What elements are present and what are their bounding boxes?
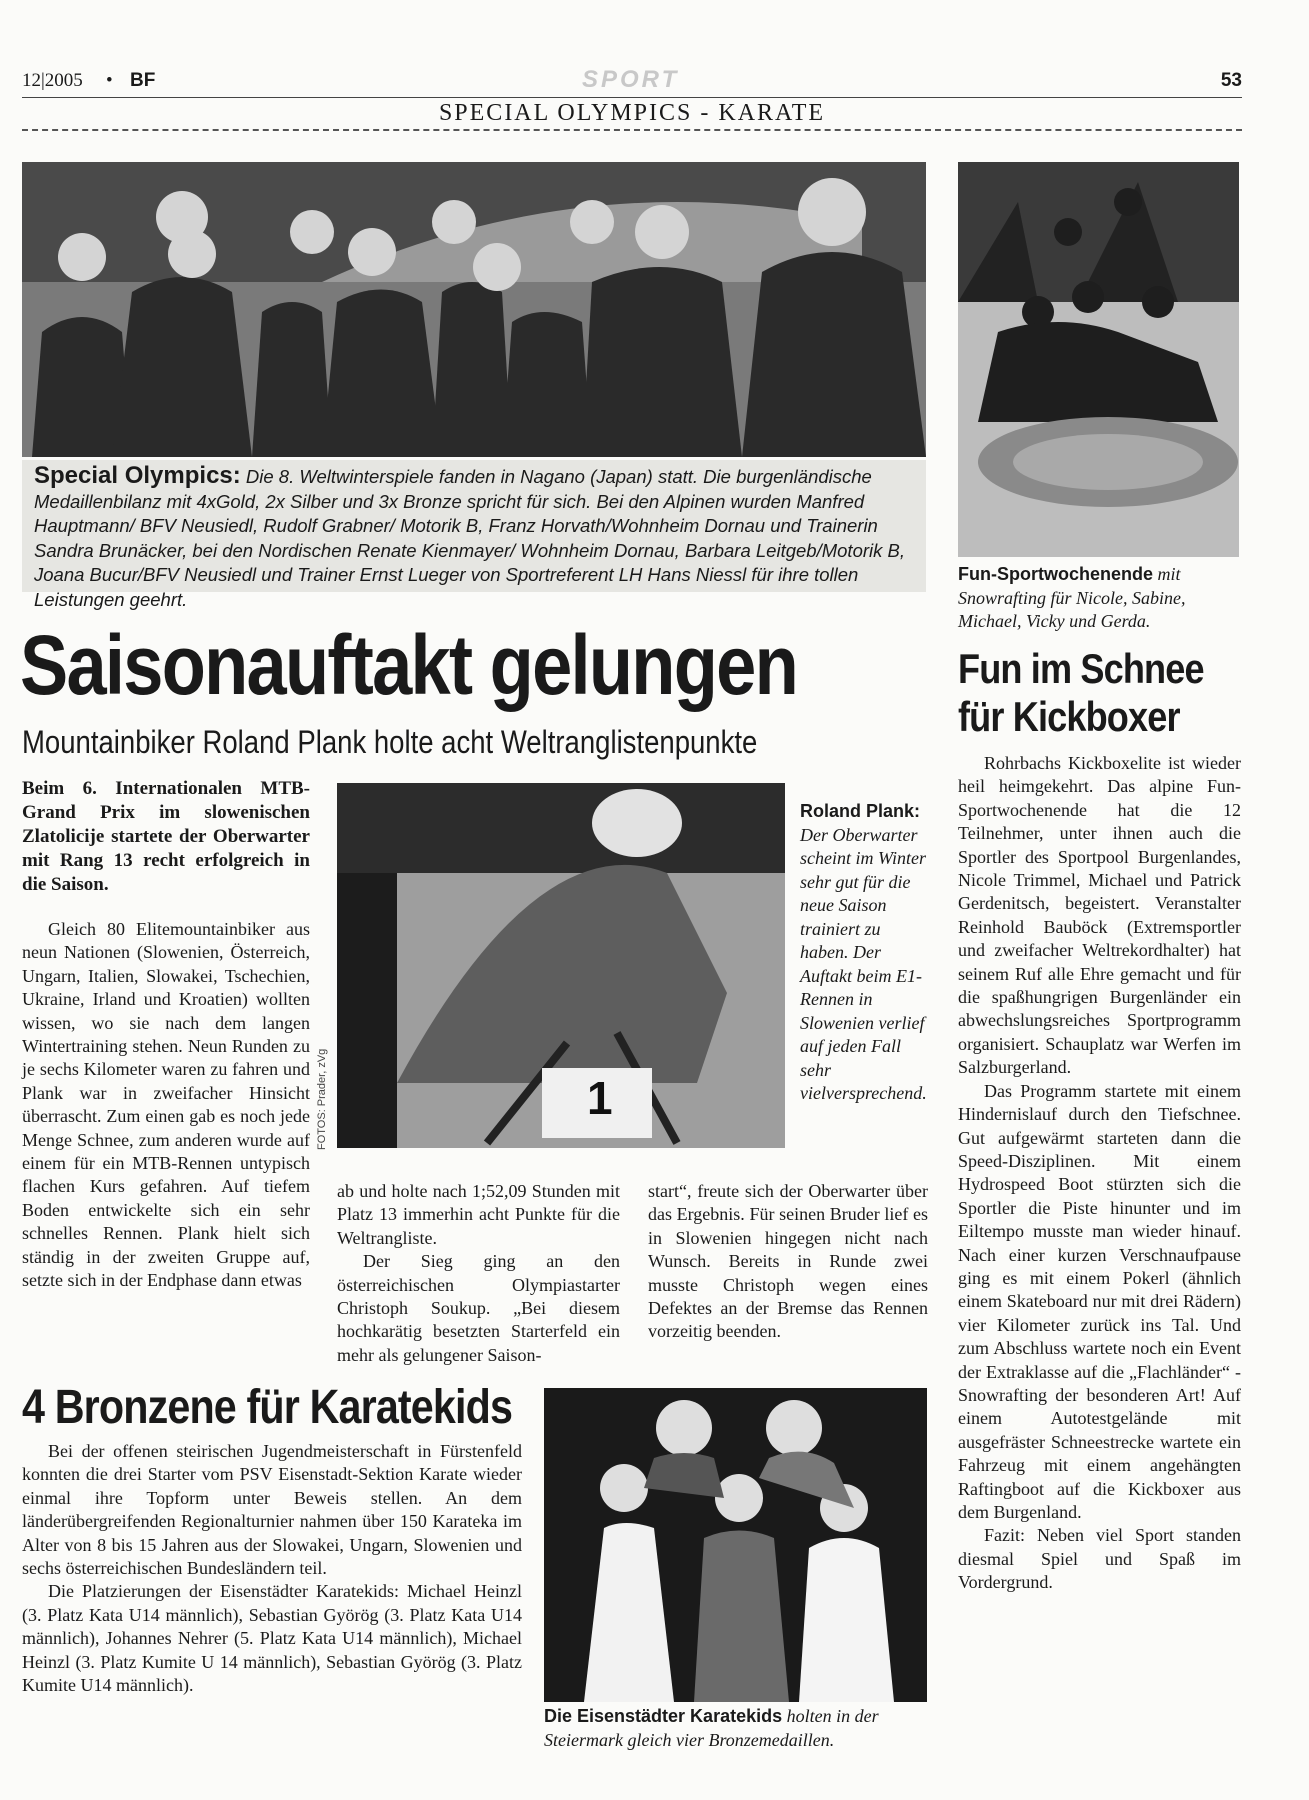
- kickbox-body: [958, 752, 1241, 1595]
- special-olympics-caption: [34, 464, 914, 612]
- kickbox-headline: Fun im Schnee für Kickboxer: [958, 645, 1204, 740]
- issue-date: 12|2005: [22, 70, 83, 91]
- karatekids-caption: [544, 1705, 929, 1752]
- mtb-column-3: [648, 1180, 928, 1344]
- page-number: 53: [1220, 70, 1242, 91]
- special-olympics-caption-box: [22, 460, 926, 610]
- mtb-photo-caption-label: Roland Plank:: [800, 801, 921, 821]
- snowrafting-caption-label: Fun-Sportwochenende: [958, 564, 1153, 584]
- topic-rule: [22, 129, 1242, 131]
- special-olympics-caption-label: Special Olympics:: [34, 462, 241, 489]
- mtb-col2-para-2: Der Sieg ging an den österreichischen Olympiastarter Christoph Soukup. „Bei diesem hochkarätig besetzten Starterfeld ein mehr als gelungener Saison-: [337, 1251, 620, 1365]
- mtb-column-1: [22, 918, 310, 1293]
- mtb-photo-caption: [800, 800, 930, 1106]
- special-olympics-caption-text: Die 8. Weltwinterspiele fanden in Nagano (Japan) statt. Die burgenländische Medaillenbilanz mit 4xGold, 2x Silber und 3x Bronze spricht für sich. Bei den Alpinen wurden Manfred Hauptmann/ BFV Neusiedl, Rudolf Grabner/ Motorik B, Franz Horvath/Wohnheim Dornau und Trainerin Sandra Brunäcker, bei den Nordischen Renate Kienmayer/ Wohnheim Dornau, Barbara Leitgeb/Motorik B, Joana Bucur/BFV Neusiedl und Trainer Ernst Lueger von Sportreferent LH Hans Niessl für ihre tollen Leistungen geehrt.: [34, 466, 905, 610]
- karatekids-photo: [544, 1388, 927, 1702]
- snowrafting-caption: [958, 563, 1241, 634]
- karatekids-caption-text: holten in der Steiermark gleich vier Bronzemedaillen.: [544, 1706, 879, 1750]
- mtb-col3-text: start“, freute sich der Oberwarter über das Ergebnis. Für seinen Bruder lief es in Slowenien hingegen nicht nach Wunsch. Bereits in Runde zwei musste Christoph wegen eines Defektes an der Bremse das Rennen vorzeitig beenden.: [648, 1181, 928, 1342]
- photo-credit: FOTOS: Prader, zVg: [316, 1048, 328, 1150]
- snowrafting-photo: [958, 162, 1239, 557]
- mtb-col2-para-1: ab und holte nach 1;52,09 Stunden mit Platz 13 immerhin acht Punkte für die Weltrangliste.: [337, 1181, 620, 1248]
- mtb-rider-photo: [337, 783, 785, 1148]
- mtb-lead: Beim 6. Internationalen MTB-Grand Prix im slowenischen Zlatolicije startete der Oberwarter mit Rang 13 recht erfolgreich in die Saison.: [22, 778, 310, 895]
- section-label: SPORT: [582, 66, 680, 93]
- header-rule: [22, 97, 1242, 98]
- magazine-name: BF: [130, 70, 156, 91]
- karate-headline: 4 Bronzene für Karatekids: [22, 1381, 513, 1434]
- snowrafting-caption-text: mit Snowrafting für Nicole, Sabine, Michael, Vicky und Gerda.: [958, 564, 1186, 631]
- mtb-subheadline: Mountainbiker Roland Plank holte acht Weltranglistenpunkte: [22, 724, 758, 760]
- topic-title: SPECIAL OLYMPICS - KARATE: [438, 100, 826, 126]
- mtb-photo-caption-text: Der Oberwarter scheint im Winter sehr gut für die neue Saison trainiert zu haben. Der Auftakt beim E1-Rennen in Slowenien verlief auf jeden Fall sehr vielversprechend.: [800, 824, 927, 1103]
- special-olympics-group-photo: [22, 162, 926, 457]
- mtb-column-2: [337, 1180, 620, 1367]
- kickbox-para-3: Fazit: Neben viel Sport standen diesmal Spiel und Spaß im Vordergrund.: [958, 1525, 1241, 1593]
- mtb-headline: Saisonauftakt gelungen: [20, 618, 797, 712]
- karate-para-1: Bei der offenen steirischen Jugendmeisterschaft in Fürstenfeld konnten die drei Starter vom PSV Eisenstadt-Sektion Karate wieder einmal ihre Topform unter Beweis stellen. An dem länderübergreifenden Regionalturnier nahmen über 150 Karateka im Alter von 8 bis 15 Jahren aus der Slowakei, Ungarn, Slowenien und sechs österreichischen Bundesländern teil.: [22, 1441, 522, 1579]
- kickbox-para-2: Das Programm startete mit einem Hindernislauf durch den Tiefschnee. Gut aufgewärmt starteten dann die Speed-Disziplinen. Mit einem Hydrospeed Boot stürzten sich die Sportler die Piste hinunter und im Eiltempo musste man wieder hinauf. Nach einer kurzen Verschnaufpause ging es mit einem Pokerl (ähnlich einem Skateboard nur mit drei Rädern) vier Kilometer zurück ins Tal. Und zum Abschluss wartete noch ein Event der Extraklasse auf die „Flachländer“ - Snowrafting der besonderen Art! Auf einem Autotestgelände mit ausgefräster Schneestrecke wartete ein Fahrzeug mit einem angehängten Raftingboot auf die Kickboxer aus dem Burgenland.: [958, 1080, 1241, 1522]
- bike-number-plate: 1: [587, 1072, 613, 1124]
- header-bullet: •: [106, 70, 113, 91]
- kickbox-para-1: Rohrbachs Kickboxelite ist wieder heil heimgekehrt. Das alpine Fun- Sportwochenende hat die 12 Teilnehmer, unter ihnen auch die Sportler des Sportpool Burgenlandes, Nicole Trimmel, Michael und Patrick Gerdenitsch, begeistert. Veranstalter Reinhold Bauböck (Extremsportler und zweifacher Weltrekordhalter) hat seinem Ruf alle Ehre gemacht und für die spaßhungrigen Burgenländer ein abwechslungsreiches Sportprogramm organisiert. Schauplatz war Werfen im Salzburgerland.: [958, 753, 1241, 1078]
- karate-body: [22, 1440, 522, 1697]
- karatekids-caption-label: Die Eisenstädter Karatekids: [544, 1706, 783, 1726]
- karate-para-2: Die Platzierungen der Eisenstädter Karatekids: Michael Heinzl (3. Platz Kata U14 männlich), Sebastian Györög (3. Platz Kata U14 männlich), Johannes Nehrer (5. Platz Kata U14 männlich), Michael Heinzl (3. Platz Kumite U 14 männlich), Sebastian Györög (3. Platz Kumite U14 männlich).: [22, 1581, 522, 1696]
- mtb-col1-text: Gleich 80 Elitemountainbiker aus neun Nationen (Slowenien, Österreich, Ungarn, Italien, Slowakei, Tschechien, Ukraine, Irland und Kroatien) wollten wissen, wo sie nach dem langen Wintertraining stehen. Neun Runden zu je sechs Kilometer waren zu fahren und Plank war in zweifacher Hinsicht überrascht. Zum einen gab es noch jede Menge Schnee, zum anderen wurde auf einem für ein MTB-Rennen untypisch flachen Kurs gefahren. Auf tiefem Boden entwickelte sich ein sehr schnelles Rennen. Plank hielt sich ständig in der zweiten Gruppe auf, setzte sich in der Endphase dann etwas: [22, 919, 310, 1291]
